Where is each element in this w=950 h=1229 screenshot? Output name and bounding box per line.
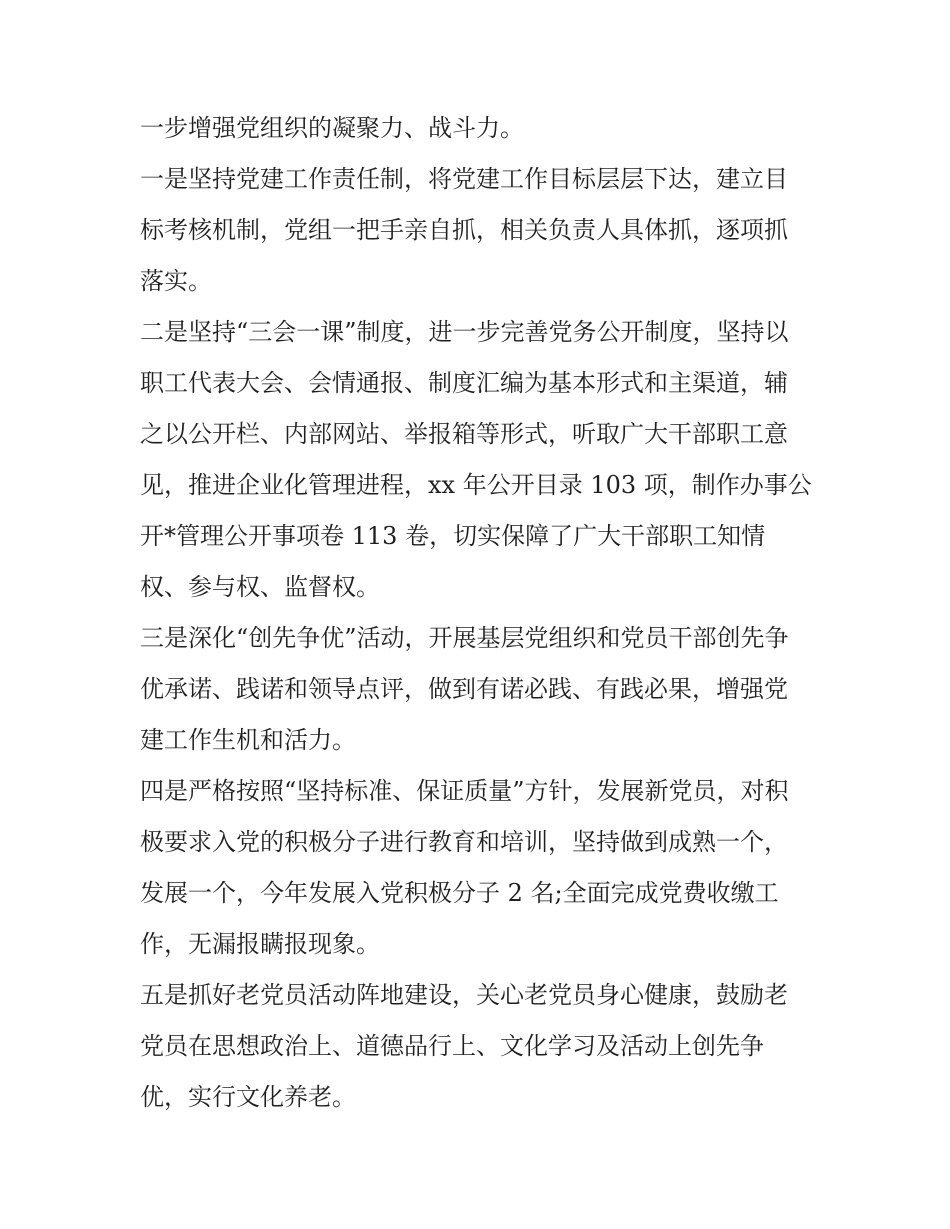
text-line: 权、参与权、监督权。 — [140, 573, 380, 601]
text-line: 落实。 — [140, 267, 212, 295]
text-line: 优承诺、践诺和领导点评，做到有诺必践、有践必果，增强党 — [140, 675, 788, 703]
paragraph-item-1 — [140, 154, 820, 307]
paragraph-intro — [140, 103, 820, 154]
text-line: 党员在思想政治上、道德品行上、文化学习及活动上创先争 — [140, 1032, 764, 1060]
text-line: 极要求入党的积极分子进行教育和培训，坚持做到成熟一个， — [140, 828, 788, 856]
text-line: 一是坚持党建工作责任制，将党建工作目标层层下达，建立目 — [140, 165, 788, 193]
text-line: 建工作生机和活力。 — [140, 726, 356, 754]
text-line: 标考核机制，党组一把手亲自抓，相关负责人具体抓，逐项抓 — [140, 216, 788, 244]
paragraph-item-3 — [140, 613, 820, 766]
text-line: 见，推进企业化管理进程，xx 年公开目录 103 项，制作办事公 — [140, 471, 812, 499]
text-line: 五是抓好老党员活动阵地建设，关心老党员身心健康，鼓励老 — [140, 981, 788, 1009]
text-line: 开*管理公开事项卷 113 卷，切实保障了广大干部职工知情 — [140, 522, 766, 550]
text-line: 职工代表大会、会情通报、制度汇编为基本形式和主渠道，辅 — [140, 369, 788, 397]
text-line: 发展一个，今年发展入党积极分子 2 名;全面完成党费收缴工 — [140, 879, 779, 907]
text-line: 作，无漏报瞒报现象。 — [140, 930, 380, 958]
document-body — [140, 103, 820, 1123]
paragraph-item-4 — [140, 766, 820, 970]
paragraph-item-5 — [140, 970, 820, 1123]
text-line: 优，实行文化养老。 — [140, 1083, 356, 1111]
text-line: 之以公开栏、内部网站、举报箱等形式，听取广大干部职工意 — [140, 420, 788, 448]
text-line: 三是深化“创先争优”活动，开展基层党组织和党员干部创先争 — [140, 624, 789, 652]
text-line: 四是严格按照“坚持标准、保证质量”方针，发展新党员，对积 — [140, 777, 789, 805]
text-line: 一步增强党组织的凝聚力、战斗力。 — [140, 114, 524, 142]
text-line: 二是坚持“三会一课”制度，进一步完善党务公开制度，坚持以 — [140, 318, 789, 346]
paragraph-item-2 — [140, 307, 820, 613]
